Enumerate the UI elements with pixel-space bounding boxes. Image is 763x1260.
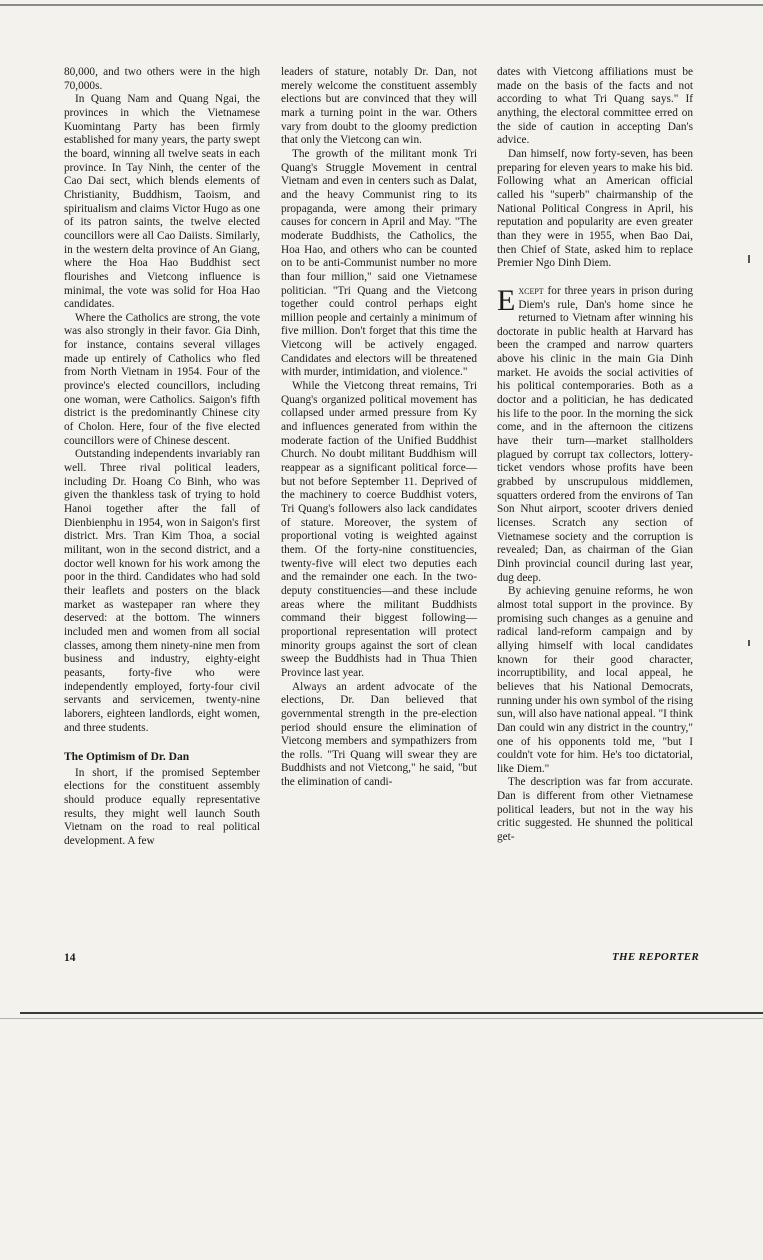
paragraph: Dan himself, now forty-seven, has been preparing for eleven years to make his bid. Following what an American official called his "superb" chairmanship of the National Political Congress in April, his reputation and popularity are even greater than they were in 1955, when Bao Dai, then Chief of State, asked him to replace Premier Ngo Dinh Diem.	[497, 147, 693, 270]
running-footer: THE REPORTER	[612, 951, 700, 963]
margin-mark	[748, 255, 750, 263]
paragraph: While the Vietcong threat remains, Tri Quang's organized political movement has collapsed under armed pressure from Ky and influences generated from within the moderate faction of the Unified Buddhist Church. No doubt militant Buddhism will reappear as a significant political force—but not before September 11. Deprived of the machinery to coerce Buddhist voters, Tri Quang's followers also lack candidates of stature. Moreover, the system of proportional voting is weighted against them. Of the forty-nine constituencies, twenty-five will elect two deputies each and the remainder one each. In the two-deputy constituencies—and these include areas where the militant Buddhists command their biggest following—proportional representation will protect minority groups against the sort of clean sweep the Buddhists had in Thua Thien Province last year.	[281, 380, 477, 679]
paragraph-text: for three years in prison during Diem's rule, Dan's home since he returned to Vietnam after winning his doctorate in public health at Harvard has been the cramped and narrow quarters above his clinic in the main Gia Dinh market. He avoids the social activities of his political contemporaries. Both as a doctor and a politician, he has dedicated his life to the poor. In the morning the sick come, and in the afternoon the citizens have their turn—market stallholders plagued by corrupt tax collectors, lottery-ticket vendors whose profits have been grabbed by unscrupulous middlemen, squatters ordered from the environs of Tan Son Nhut airport, scooter drivers denied licenses. Scratch any section of Vietnamese society and the corruption is revealed; Dan, as chairman of the Gian Dinh provincial council during last year, dug deep.	[497, 284, 693, 584]
column-1	[64, 66, 260, 849]
paragraph: By achieving genuine reforms, he won almost total support in the province. By promising such changes as a genuine and radical land-reform campaign and by allying himself with local candidates known for their good character, incorruptibility, and local appeal, he believes that his National Democrats, running under his own symbol of the rising sun, will also have national appeal. "I think Dan could win any district in the country," one of his opponents told me, "but I couldn't vote for him. He's too dictatorial, like Diem."	[497, 585, 693, 775]
paragraph-drop-cap	[497, 285, 693, 585]
paragraph: Always an ardent advocate of the elections, Dr. Dan believed that governmental strength in the pre-election period should ensure the elimination of Vietcong members and sympathizers from the rolls. "Tri Quang will swear they are Buddhists and not Vietcong," he said, "but the elimination of candi-	[281, 680, 477, 789]
paragraph: dates with Vietcong affiliations must be made on the basis of the facts and not according to what Tri Quang says." If anything, the electoral committee erred on the side of caution in accepting Dan's advice.	[497, 66, 693, 147]
paragraph: leaders of stature, notably Dr. Dan, not merely welcome the constituent assembly elections but are convinced that they will mark a turning point in the war. Others vary from doubt to the gloomy prediction that only the Vietcong can win.	[281, 66, 477, 147]
paragraph: 80,000, and two others were in the high 70,000s.	[64, 66, 260, 92]
section-subhead: The Optimism of Dr. Dan	[64, 751, 190, 764]
page-number: 14	[64, 952, 76, 964]
paragraph: The growth of the militant monk Tri Quang's Struggle Movement in central Vietnam and even in centers such as Dalat, and the heavy Communist ring to its propaganda, were among their primary causes for concern in April and May. "The moderate Buddhists, the Catholics, the Hoa Hao, and others who can be counted on to be anti-Communist number no more than four million," said one Vietnamese politician. "Tri Quang and the Vietcong together could control perhaps eight million people and certainly a minimum of five million. Don't forget that this time the Vietcong will be actively engaged. Candidates and electors will be threatened with murder, intimidation, and violence."	[281, 147, 477, 379]
top-rule	[0, 4, 763, 6]
paragraph: In Quang Nam and Quang Ngai, the provinces in which the Vietnamese Kuomintang Party has been firmly established for many years, the party swept the board, winning all twelve seats in each province. In Tay Ninh, the center of the Cao Dai sect, which blends elements of Christianity, Buddhism, Taoism, and spiritualism and claims Victor Hugo as one of its patron saints, the twelve elected councillors were all Cao Daiists. Similarly, in the western delta province of An Giang, where the Hoa Hao Buddhist sect flourishes and Vietcong influence is minimal, the vote was solid for Hoa Hao candidates.	[64, 93, 260, 311]
small-caps-lead: xcept	[518, 284, 544, 297]
paragraph: The description was far from accurate. Dan is different from other Vietnamese political leaders, but not in the way his critic suggested. He shunned the political get-	[497, 776, 693, 844]
section-break	[497, 271, 693, 285]
column-3	[497, 66, 693, 845]
bottom-edge-rule	[0, 1018, 763, 1019]
column-2	[281, 66, 477, 790]
margin-mark	[748, 640, 750, 646]
paragraph: Where the Catholics are strong, the vote was also strongly in their favor. Gia Dinh, for instance, contains several villages made up entirely of Catholics who fled from North Vietnam in 1954. Four of the province's elected councillors, including one woman, were Catholics. Saigon's fifth district is the predominantly Chinese city of Cholon. Here, four of the five elected councillors were of Chinese descent.	[64, 311, 260, 447]
drop-cap: E	[497, 283, 516, 317]
bottom-rule	[20, 1012, 763, 1014]
paragraph: In short, if the promised September elections for the constituent assembly should produce equally representative results, they might well launch South Vietnam on the road to real political development. A few	[64, 766, 260, 848]
paragraph: Outstanding independents invariably ran well. Three rival political leaders, including Dr. Hoang Co Binh, who was given the thankless task of trying to hold Hanoi together after the fall of Dienbienphu in 1954, won in Saigon's first district. Mrs. Tran Kim Thoa, a social militant, won in the second district, and a doctor well known for his work among the poor in the third. Candidates who had sold their leaflets and posters on the black market as wastepaper ran where they deserved: at the bottom. The winners included men and women from all social classes, among them ninety-nine men from business and industry, eighty-eight peasants, forty-five who were independently employed, forty-four civil servants and servicemen, twenty-nine laborers, eighteen landlords, eight women, and three students.	[64, 448, 260, 734]
